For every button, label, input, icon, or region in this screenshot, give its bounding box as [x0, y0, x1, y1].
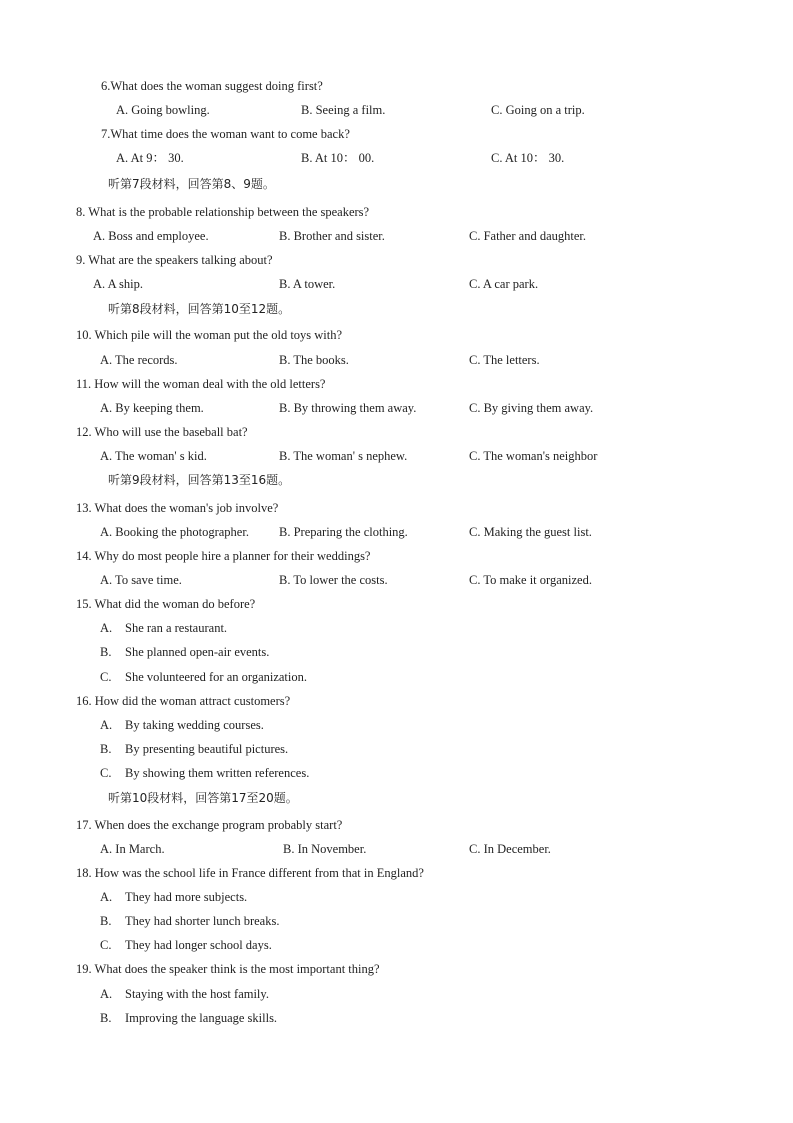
option-letter: A.: [100, 621, 113, 635]
answer-option: A. Booking the photographer.: [100, 525, 249, 539]
answer-option: B. The books.: [279, 353, 349, 367]
answer-option: She planned open-air events.: [125, 645, 270, 659]
answer-option: She ran a restaurant.: [125, 621, 228, 635]
question-text: 7.What time does the woman want to come back?: [101, 127, 350, 141]
question-text: 14. Why do most people hire a planner for their weddings?: [76, 549, 371, 563]
answer-option: C. The letters.: [469, 353, 540, 367]
answer-option: A. A ship.: [93, 277, 144, 291]
question-text: 13. What does the woman's job involve?: [76, 501, 279, 515]
section-instruction: 听第9段材料，回答第13至16题。: [108, 473, 291, 487]
section-instruction: 听第7段材料，回答第8、9题。: [108, 177, 275, 191]
question-text: 10. Which pile will the woman put the old toys with?: [76, 328, 343, 342]
question-text: 8. What is the probable relationship between the speakers?: [76, 205, 370, 219]
answer-option: A. To save time.: [100, 573, 182, 587]
answer-option: C. At 10： 30.: [491, 151, 565, 165]
answer-option: C. The woman's neighbor: [469, 449, 598, 463]
option-letter: B.: [100, 742, 112, 756]
section-instruction: 听第10段材料，回答第17至20题。: [108, 791, 298, 805]
option-letter: A.: [100, 718, 113, 732]
answer-option: B. A tower.: [279, 277, 336, 291]
question-text: 16. How did the woman attract customers?: [76, 694, 291, 708]
answer-option: By presenting beautiful pictures.: [125, 742, 289, 756]
answer-option: B. Preparing the clothing.: [279, 525, 408, 539]
answer-option: A. Boss and employee.: [93, 229, 209, 243]
answer-option: They had longer school days.: [125, 938, 272, 952]
answer-option: B. In November.: [283, 842, 367, 856]
answer-option: Staying with the host family.: [125, 987, 269, 1001]
answer-option: She volunteered for an organization.: [125, 670, 308, 684]
answer-option: B. Brother and sister.: [279, 229, 385, 243]
option-letter: C.: [100, 938, 112, 952]
answer-option: C. Making the guest list.: [469, 525, 592, 539]
option-letter: A.: [100, 890, 113, 904]
answer-option: By taking wedding courses.: [125, 718, 264, 732]
question-text: 19. What does the speaker think is the most important thing?: [76, 962, 380, 976]
answer-option: C. Going on a trip.: [491, 103, 585, 117]
answer-option: C. To make it organized.: [469, 573, 592, 587]
option-letter: A.: [100, 987, 113, 1001]
section-instruction: 听第8段材料，回答第10至12题。: [108, 302, 291, 316]
answer-option: A. In March.: [100, 842, 165, 856]
option-letter: C.: [100, 766, 112, 780]
answer-option: B. The woman' s nephew.: [279, 449, 408, 463]
question-text: 11. How will the woman deal with the old letters?: [76, 377, 326, 391]
answer-option: A. The records.: [100, 353, 178, 367]
answer-option: By showing them written references.: [125, 766, 310, 780]
answer-option: B. By throwing them away.: [279, 401, 417, 415]
question-text: 18. How was the school life in France different from that in England?: [76, 866, 424, 880]
answer-option: B. At 10： 00.: [301, 151, 375, 165]
answer-option: B. To lower the costs.: [279, 573, 388, 587]
answer-option: A. Going bowling.: [116, 103, 210, 117]
option-letter: B.: [100, 645, 112, 659]
answer-option: B. Seeing a film.: [301, 103, 386, 117]
question-text: 12. Who will use the baseball bat?: [76, 425, 248, 439]
answer-option: C. In December.: [469, 842, 551, 856]
answer-option: They had more subjects.: [125, 890, 248, 904]
option-letter: C.: [100, 670, 112, 684]
answer-option: C. A car park.: [469, 277, 539, 291]
option-letter: B.: [100, 914, 112, 928]
answer-option: Improving the language skills.: [125, 1011, 278, 1025]
answer-option: A. The woman' s kid.: [100, 449, 207, 463]
option-letter: B.: [100, 1011, 112, 1025]
answer-option: A. By keeping them.: [100, 401, 204, 415]
question-text: 17. When does the exchange program probably start?: [76, 818, 343, 832]
question-text: 9. What are the speakers talking about?: [76, 253, 273, 267]
answer-option: They had shorter lunch breaks.: [125, 914, 280, 928]
answer-option: A. At 9： 30.: [116, 151, 184, 165]
answer-option: C. By giving them away.: [469, 401, 594, 415]
question-text: 6.What does the woman suggest doing first?: [101, 79, 323, 93]
question-text: 15. What did the woman do before?: [76, 597, 256, 611]
answer-option: C. Father and daughter.: [469, 229, 586, 243]
